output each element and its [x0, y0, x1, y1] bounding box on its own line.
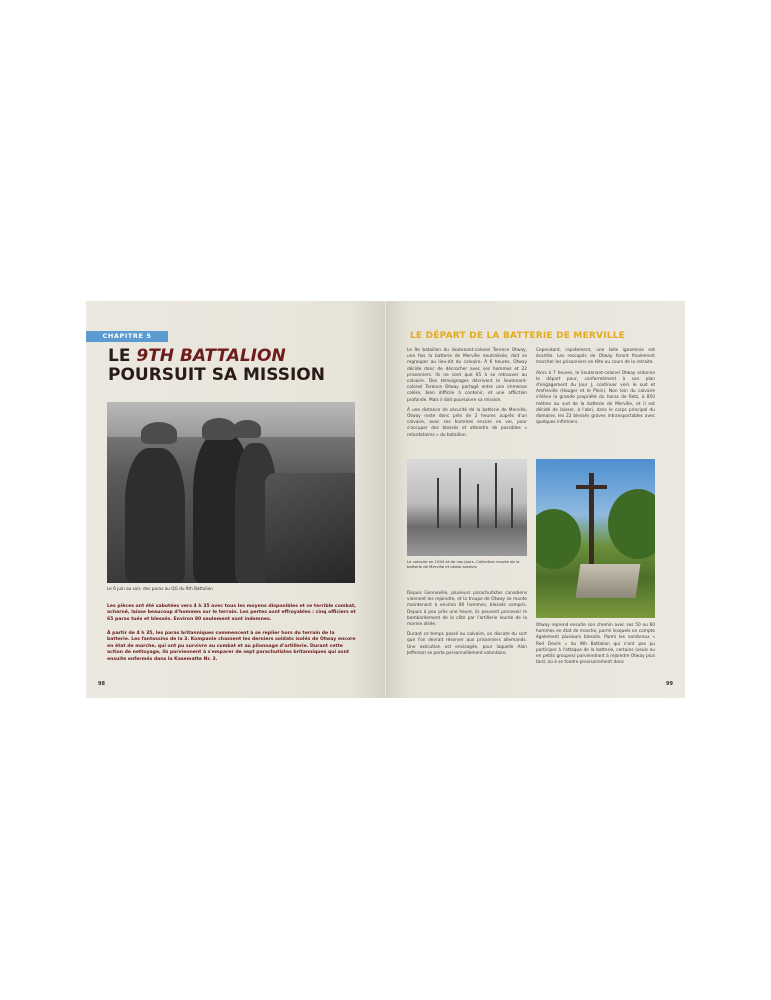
paragraph: Otway reprend ensuite son chemin avec ses 50 ou 60 hommes en état de marche, parmi lesquels on compte également plusieurs blessés. Parmi les nombreux « Red Devils » du 9th Battalion qui n'ont pas pu participer à l'attaque de la batterie, certains (seuls ou en petits groupes) parviendront à rejoindre Otway plus tard, où à se fondre provisoirement dans — [536, 623, 655, 666]
book-spread — [86, 301, 685, 698]
body-paragraph-1: Les pièces ont été sabotées vers 4 h 35 avec tous les moyens disponibles et ce terrible combat, acharné, laisse beaucoup d'hommes sur le terrain. Les pertes sont effroyables : cinq officiers et 65 paras tués et blessés. Environ 80 seulement sont indemnes. — [107, 604, 356, 622]
title-italic: 9TH BATTALION — [136, 346, 286, 366]
paragraph: Le 9e bataillon du lieutenant-colonel Terence Otway, une fois la batterie de Merville neutralisée, doit se regrouper au lieu-dit du calvaire. À 6 heures, Otway décide donc de décrocher avec ses hommes et 22 prisonniers. Ils ne sont que 65 à se retrouver au calvaire. Des témoignages décrivent le lieutenant-colonel Terence Otway partagé entre une immense colère, bien difficile à contenir, et une affliction profonde. Mais il doit poursuivre sa mission. — [407, 348, 527, 403]
title-prefix: LE — [108, 346, 131, 366]
title-rest: POURSUIT SA MISSION — [108, 365, 325, 385]
paragraph: Durant ce temps passé au calvaire, on discute du sort que l'on devrait réserver aux prisonniers allemands. Une exécution est envisagée, pour laquelle Alan Jefferson se porte personnellement volontaire. — [407, 632, 527, 656]
calvary-today-photo — [536, 459, 655, 618]
body-paragraph-2: À partir de 4 h 35, les paras britanniques commencent à se replier hors du terrain de la batterie. Les fantassins de la 3. Kompanie chassent les derniers soldats isolés de Otway encore en état de marche, qui ont pu survivre au combat et au pilonnage d'artillerie. Durant cette action de nettoyage, ils parviennent à s'emparer de sept parachutistes britanniques qui sont ensuite enfermés dans la Kasematte Nr. 3. — [107, 631, 356, 662]
calvary-1944-photo — [407, 459, 527, 556]
paragraph: Alors à 7 heures, le lieutenant-colonel Otway ordonne le départ pour, conformément à son plan d'engagement du Jour J, continuer vers le sud et Amfreville (Hauger et le Plein). Non loin du calvaire s'élève la grande propriété du haras de Retz, à 850 mètres au sud de la batterie de Merville, et il est décidé de laisser, à l'abri, dans le corps principal du domaine, les 22 blessés graves intransportables avec quelques infirmiers. — [536, 370, 655, 426]
paragraph: À une distance de sécurité de la batterie de Merville, Otway reste donc près de 2 heures auprès d'un calvaire, avec ses hommes encore en vie, pour s'occuper des blessés et attendre de possibles « retardataires » du bataillon. — [407, 407, 527, 438]
text-column-2-top — [536, 348, 655, 430]
photo-caption: Le 6 juin au soir, des paras au QG du 9th Battalion — [107, 586, 213, 591]
page-number-right: 99 — [666, 681, 673, 687]
text-column-1-top — [407, 348, 527, 443]
chapter-title — [108, 347, 368, 385]
text-column-1-bottom — [407, 591, 527, 661]
soldiers-photo — [107, 402, 355, 583]
right-page — [386, 301, 685, 698]
left-page — [86, 301, 385, 698]
section-title: LE DÉPART DE LA BATTERIE DE MERVILLE — [410, 331, 625, 341]
page-number-left: 98 — [98, 681, 105, 687]
paragraph: Depuis Gonneville, plusieurs parachutistes canadiens viennent les rejoindre, et la troupe de Otway se monte maintenant à environ 80 hommes, blessés compris. Depuis à peu près une heure, ils peuvent percevoir le bombardement de la côte par l'artillerie lourde de la marine alliée. — [407, 591, 527, 628]
text-column-2-bottom — [536, 623, 655, 670]
paragraph: Cependant, rapidement, une telle ignominie est écartée. Les rescapés de Otway feront finalement marcher les prisonniers en tête au cours de la retraite. — [536, 348, 655, 366]
photo-caption-calvary: Le calvaire en 1944 et de nos jours. Collection musée de la batterie de Merville et photo auteurs — [407, 559, 520, 569]
chapter-label: CHAPITRE 5 — [86, 331, 168, 342]
